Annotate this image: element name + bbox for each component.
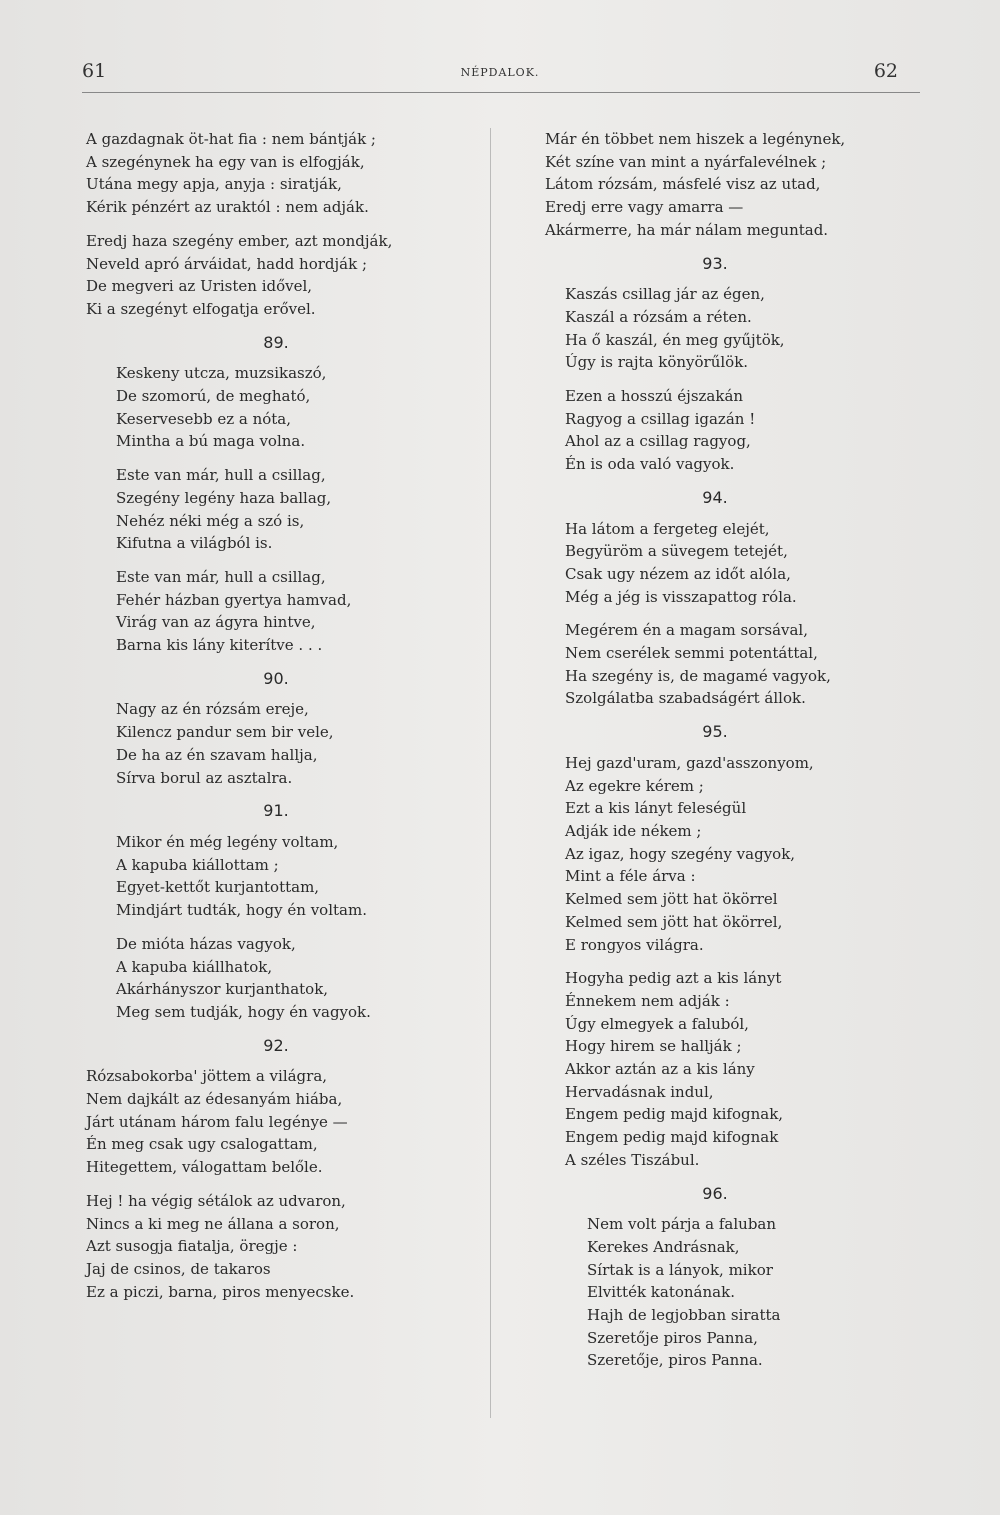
poem-line: Ragyog a csillag igazán !	[565, 409, 756, 428]
song-number: 89.	[263, 332, 289, 352]
poem-stanza	[545, 518, 925, 609]
poem-line: Megérem én a magam sorsával,	[565, 621, 808, 640]
poem-line: Eredj haza szegény ember, azt mondják,	[86, 231, 393, 250]
poem-line: Akárhányszor kurjanthatok,	[116, 980, 329, 999]
poem-line: Járt utánam három falu legénye —	[86, 1112, 348, 1131]
poem-stanza	[86, 1190, 481, 1304]
poem-line: Ha látom a fergeteg elejét,	[565, 519, 770, 538]
poem-line: Eredj erre vagy amarra —	[545, 198, 744, 217]
poem-line: A szegénynek ha egy van is elfogják,	[86, 152, 365, 171]
poem-line: Kaszás csillag jár az égen,	[565, 285, 765, 304]
poem-line: Úgy elmegyek a faluból,	[565, 1014, 749, 1033]
poem-line: Nagy az én rózsám ereje,	[116, 700, 309, 719]
poem-line: Neveld apró árváidat, hadd hordják ;	[86, 254, 368, 273]
poem-stanza	[545, 967, 925, 1171]
poem-line: Nincs a ki meg ne állana a soron,	[86, 1214, 340, 1233]
poem-line: Csak ugy nézem az időt alóla,	[565, 564, 791, 583]
song-number: 95.	[702, 722, 728, 742]
poem-line: Elvitték katonának.	[587, 1283, 735, 1302]
poem-line: Ha szegény is, de magamé vagyok,	[565, 666, 831, 685]
poem-line: A széles Tiszábul.	[565, 1150, 700, 1169]
poem-stanza	[86, 230, 481, 321]
right-column	[545, 128, 925, 1383]
page-number-right: 62	[873, 60, 898, 82]
poem-line: Szegény legény haza ballag,	[116, 488, 332, 507]
poem-line: Mint a féle árva :	[565, 867, 696, 886]
poem-line: Én meg csak ugy csalogattam,	[86, 1135, 318, 1154]
poem-line: Úgy is rajta könyörűlök.	[565, 353, 749, 372]
poem-line: Ahol az a csillag ragyog,	[565, 432, 751, 451]
poem-line: Begyüröm a süvegem tetejét,	[565, 542, 788, 561]
poem-line: De szomorú, de megható,	[116, 387, 311, 406]
poem-stanza	[86, 128, 481, 219]
poem-line: Kerekes Andrásnak,	[587, 1237, 740, 1256]
song-number: 96.	[702, 1183, 728, 1203]
poem-line: Hej gazd'uram, gazd'asszonyom,	[565, 753, 814, 772]
poem-line: Jaj de csinos, de takaros	[86, 1259, 271, 1278]
poem-line: Sírtak is a lányok, mikor	[587, 1260, 773, 1279]
poem-line: Barna kis lány kiterítve . . .	[116, 636, 323, 655]
poem-stanza	[545, 385, 925, 476]
header-rule	[82, 92, 920, 93]
poem-line: Szolgálatba szabadságért állok.	[565, 689, 806, 708]
poem-line: Este van már, hull a csillag,	[116, 567, 326, 586]
song-number: 94.	[702, 487, 728, 507]
poem-stanza	[545, 128, 925, 242]
poem-line: Hej ! ha végig sétálok az udvaron,	[86, 1191, 346, 1210]
poem-stanza	[545, 619, 925, 710]
poem-line: Ha ő kaszál, én meg gyűjtök,	[565, 330, 785, 349]
left-column	[86, 128, 481, 1314]
poem-line: Szeretője, piros Panna.	[587, 1351, 763, 1370]
poem-line: Hervadásnak indul,	[565, 1082, 714, 1101]
poem-line: E rongyos világra.	[565, 935, 704, 954]
poem-line: Mindjárt tudták, hogy én voltam.	[116, 901, 367, 920]
poem-line: Mintha a bú maga volna.	[116, 432, 306, 451]
poem-line: Énnekem nem adják :	[565, 991, 730, 1010]
song-number: 90.	[263, 668, 289, 688]
poem-line: Mikor én még legény voltam,	[116, 832, 339, 851]
poem-line: Hogy hirem se hallják ;	[565, 1037, 742, 1056]
poem-line: Kilencz pandur sem bir vele,	[116, 723, 334, 742]
song-number: 91.	[263, 801, 289, 821]
page-number-left: 61	[82, 60, 107, 82]
poem-line: Keservesebb ez a nóta,	[116, 409, 292, 428]
poem-line: Nem volt párja a faluban	[587, 1215, 777, 1234]
poem-line: Már én többet nem hiszek a legénynek,	[545, 130, 846, 148]
poem-line: Még a jég is visszapattog róla.	[565, 587, 797, 606]
song-number: 92.	[263, 1035, 289, 1055]
poem-line: Keskeny utcza, muzsikaszó,	[116, 364, 327, 383]
poem-line: Ezen a hosszú éjszakán	[565, 387, 744, 406]
poem-line: Meg sem tudják, hogy én vagyok.	[116, 1002, 371, 1021]
poem-line: Kelmed sem jött hat ökörrel	[565, 890, 778, 909]
poem-line: Sírva borul az asztalra.	[116, 768, 293, 787]
poem-line: Hitegettem, válogattam belőle.	[86, 1158, 323, 1177]
poem-line: Az igaz, hogy szegény vagyok,	[565, 844, 796, 863]
running-title: NÉPDALOK.	[460, 66, 540, 79]
poem-stanza	[545, 283, 925, 374]
poem-line: De ha az én szavam hallja,	[116, 745, 318, 764]
poem-stanza	[86, 933, 481, 1024]
poem-line: De megveri az Uristen idővel,	[86, 277, 313, 296]
poem-line: A gazdagnak öt-hat fia : nem bántják ;	[86, 130, 376, 148]
poem-line: Este van már, hull a csillag,	[116, 466, 326, 485]
poem-line: Két színe van mint a nyárfalevélnek ;	[545, 152, 827, 171]
song-number: 93.	[702, 253, 728, 273]
poem-line: Kifutna a világból is.	[116, 534, 273, 553]
poem-line: A kapuba kiállottam ;	[116, 855, 279, 874]
poem-line: Fehér házban gyertya hamvad,	[116, 590, 352, 609]
poem-line: A kapuba kiállhatok,	[116, 957, 273, 976]
poem-stanza	[86, 1065, 481, 1179]
poem-stanza	[86, 698, 481, 789]
poem-line: Kelmed sem jött hat ökörrel,	[565, 912, 783, 931]
poem-line: Kaszál a rózsám a réten.	[565, 307, 752, 326]
poem-line: Akármerre, ha már nálam meguntad.	[545, 220, 829, 239]
poem-line: Akkor aztán az a kis lány	[565, 1060, 755, 1079]
poem-line: Nehéz néki még a szó is,	[116, 511, 305, 530]
poem-line: Ezt a kis lányt feleségül	[565, 799, 747, 818]
poem-line: Virág van az ágyra hintve,	[116, 613, 316, 632]
poem-line: Én is oda való vagyok.	[565, 455, 735, 474]
poem-line: Egyet-kettőt kurjantottam,	[116, 878, 320, 897]
poem-line: Ki a szegényt elfogatja erővel.	[86, 299, 316, 318]
poem-stanza	[545, 1213, 925, 1372]
poem-line: Rózsabokorba' jöttem a világra,	[86, 1067, 328, 1086]
poem-stanza	[86, 362, 481, 453]
poem-line: Szeretője piros Panna,	[587, 1328, 758, 1347]
poem-stanza	[86, 566, 481, 657]
poem-stanza	[86, 831, 481, 922]
poem-line: Látom rózsám, másfelé visz az utad,	[545, 175, 821, 194]
poem-line: Hajh de legjobban siratta	[587, 1306, 781, 1325]
poem-line: Engem pedig majd kifognak,	[565, 1105, 784, 1124]
poem-line: Kérik pénzért az uraktól : nem adják.	[86, 198, 369, 217]
poem-line: Engem pedig majd kifognak	[565, 1128, 779, 1147]
poem-line: Hogyha pedig azt a kis lányt	[565, 969, 782, 988]
poem-line: Utána megy apja, anyja : siratják,	[86, 175, 342, 194]
poem-stanza	[86, 464, 481, 555]
column-divider	[490, 128, 491, 1418]
poem-line: Azt susogja fiatalja, öregje :	[86, 1237, 298, 1256]
poem-stanza	[545, 752, 925, 956]
poem-line: De mióta házas vagyok,	[116, 934, 296, 953]
poem-line: Nem dajkált az édesanyám hiába,	[86, 1090, 343, 1109]
poem-line: Adják ide nékem ;	[565, 821, 702, 840]
poem-line: Nem cserélek semmi potentáttal,	[565, 644, 818, 663]
poem-line: Az egekre kérem ;	[565, 776, 704, 795]
poem-line: Ez a piczi, barna, piros menyecske.	[86, 1282, 355, 1301]
